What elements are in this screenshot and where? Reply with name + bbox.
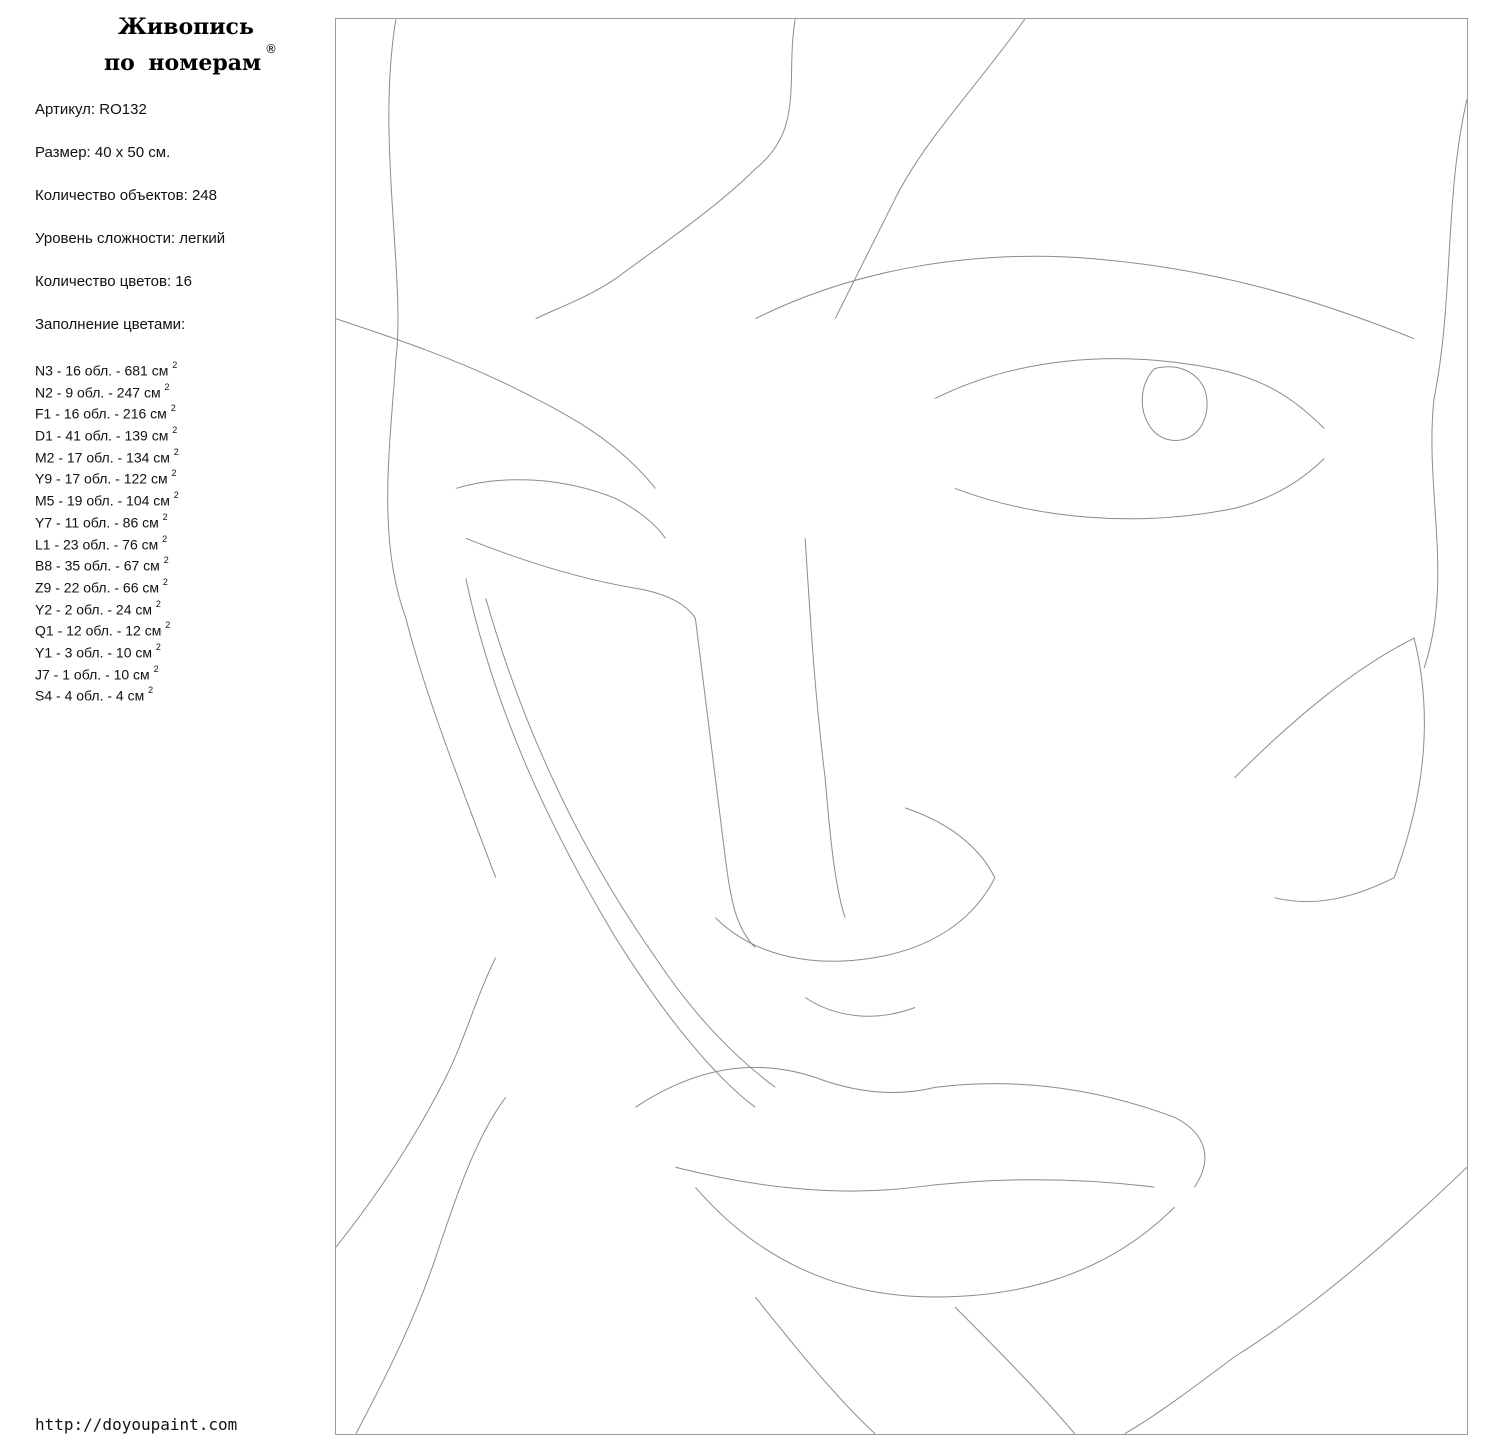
chin-line-2 [955,1307,1075,1434]
color-fill-text: M2 - 17 обл. - 134 см [35,449,170,466]
color-fill-text: F1 - 16 обл. - 216 см [35,406,167,423]
difficulty-label: Уровень сложности: легкий [35,230,226,247]
area-unit-superscript: 2 [171,468,177,479]
color-fill-text: M5 - 19 обл. - 104 см [35,492,170,509]
color-fill-text: L1 - 23 обл. - 76 см [35,536,159,553]
area-unit-superscript: 2 [162,533,168,544]
area-unit-superscript: 2 [172,360,178,370]
right-face-edge [1125,1167,1467,1434]
area-unit-superscript: 2 [173,490,179,501]
color-fill-item [35,509,179,531]
head-outline-left [388,19,496,877]
color-fill-item [35,552,179,574]
left-cheek-line [466,578,755,1107]
color-fill-item [35,682,179,704]
color-fill-item [35,400,179,422]
paint-by-number-outline [335,18,1468,1435]
color-fill-list [35,357,179,704]
color-fill-text: B8 - 35 обл. - 67 см [35,557,160,574]
area-unit-superscript: 2 [173,446,179,457]
registered-mark: ® [265,42,277,56]
chin-line [755,1297,875,1434]
color-fill-item [35,487,179,509]
color-fill-item [35,639,179,661]
right-eyebrow [755,256,1414,338]
area-unit-superscript: 2 [172,425,178,436]
area-unit-superscript: 2 [155,598,161,609]
article-label: Артикул: RO132 [35,101,147,118]
left-eye-upper [456,480,666,539]
area-unit-superscript: 2 [148,685,154,696]
product-info [35,100,225,358]
hair-strand-bottom-left [336,958,496,1247]
head-outline-right [1424,99,1467,668]
nose-tip [715,808,995,961]
area-unit-superscript: 2 [153,663,159,674]
legend-panel [0,0,330,1453]
color-fill-text: Z9 - 22 обл. - 66 см [35,579,160,596]
color-fill-item [35,379,179,401]
area-unit-superscript: 2 [162,511,168,522]
color-fill-item [35,596,179,618]
objects-count-label: Количество объектов: 248 [35,187,217,204]
color-fill-item [35,531,179,553]
area-unit-superscript: 2 [165,620,171,631]
right-eye-upper [935,359,1324,429]
nose-bridge-left [695,618,755,947]
right-eye-lower [955,458,1324,518]
area-unit-superscript: 2 [163,555,169,566]
area-unit-superscript: 2 [164,381,170,392]
right-cheek-shade [1234,638,1424,901]
hair-strand-right-top [835,19,1025,318]
hair-strand-top [536,19,796,318]
hair-strand-bottom-left-2 [356,1097,506,1433]
size-label: Размер: 40 х 50 см. [35,144,171,161]
brand-title-line1: Живопись [118,14,254,40]
color-fill-text: Q1 - 12 обл. - 12 см [35,622,162,639]
face-outline-drawing [336,19,1467,1434]
color-fill-item [35,444,179,466]
color-fill-item [35,574,179,596]
area-unit-superscript: 2 [155,641,161,652]
color-fill-text: Y7 - 11 обл. - 86 см [35,514,159,531]
color-fill-text: Y1 - 3 обл. - 10 см [35,644,153,661]
color-fill-text: N3 - 16 обл. - 681 см [35,362,169,379]
nose-bridge-right [805,538,845,917]
color-fill-item [35,465,179,487]
color-fill-item [35,422,179,444]
area-unit-superscript: 2 [162,576,168,587]
color-count-label: Количество цветов: 16 [35,273,192,290]
color-fill-item [35,357,179,379]
color-fill-text: D1 - 41 обл. - 139 см [35,427,169,444]
area-unit-superscript: 2 [170,403,176,414]
website-link[interactable]: http://doyoupaint.com [35,1415,238,1434]
upper-lip [635,1067,1204,1187]
color-fill-text: J7 - 1 обл. - 10 см [35,666,150,683]
left-eyebrow [336,319,655,489]
right-iris [1142,367,1207,441]
nostril [805,998,915,1017]
color-fill-item [35,661,179,683]
color-fill-text: Y2 - 2 обл. - 24 см [35,601,153,618]
left-eye-lower [466,538,696,618]
color-fill-item [35,617,179,639]
fill-heading: Заполнение цветами: [35,316,186,333]
brand-title-line2: по номерам [104,50,262,76]
color-fill-text: N2 - 9 обл. - 247 см [35,384,161,401]
lower-lip [695,1187,1174,1297]
color-fill-text: S4 - 4 обл. - 4 см [35,687,145,704]
left-cheek-line-2 [486,598,775,1087]
lip-line [675,1167,1154,1191]
color-fill-text: Y9 - 17 обл. - 122 см [35,471,168,488]
